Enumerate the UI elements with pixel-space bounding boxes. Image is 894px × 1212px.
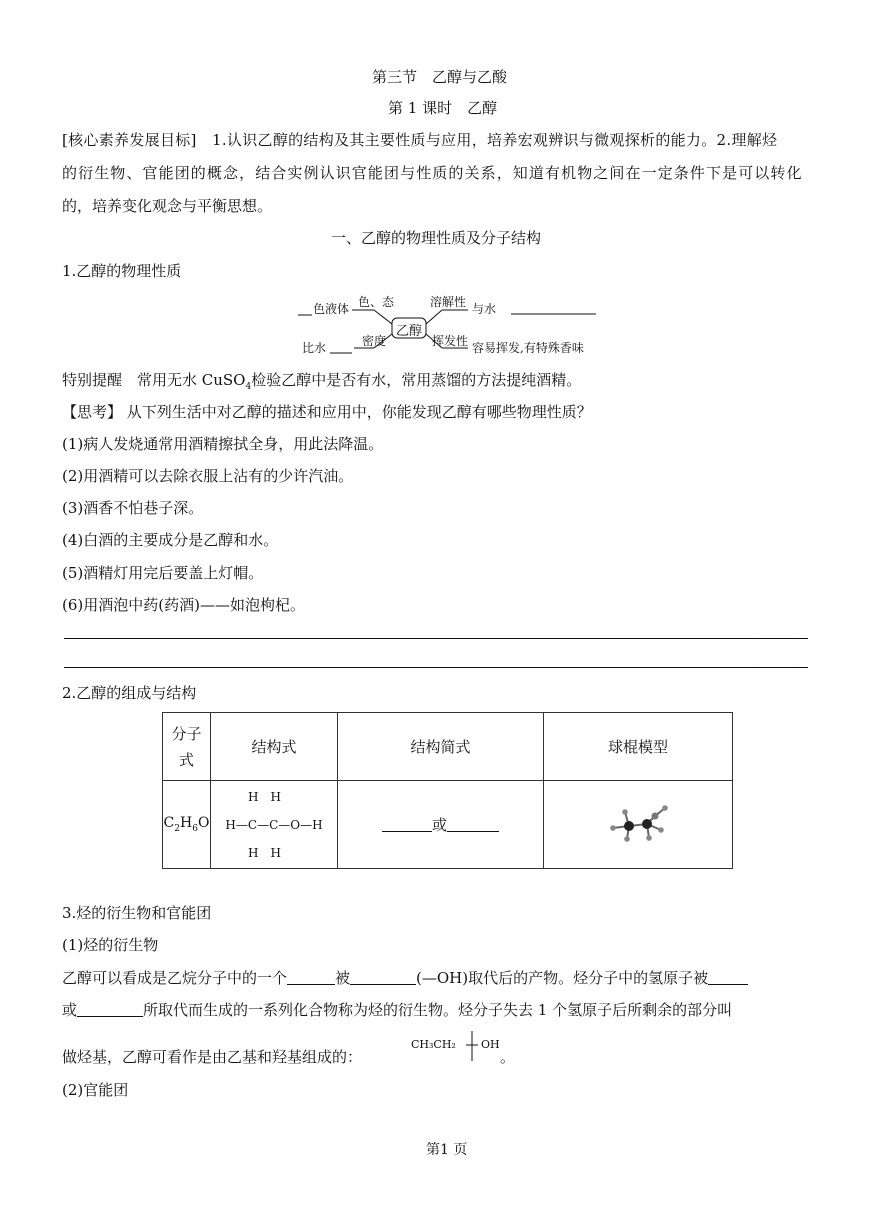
diagram-right-top-label: 溶解性: [430, 295, 467, 309]
blank-1[interactable]: [287, 970, 335, 985]
blank-2[interactable]: [350, 970, 416, 985]
think-question: [62, 401, 592, 422]
goals-line-3: 的，培养变化观念与平衡思想。: [62, 197, 273, 215]
think-text: 从下列生活中对乙醇的描述和应用中，你能发现乙醇有哪些物理性质？: [126, 403, 592, 421]
diagram-right-top-result: 与水: [472, 302, 497, 316]
bond-break-marker: [466, 1031, 478, 1061]
section-title: 第三节 乙醇与乙酸: [372, 68, 508, 86]
answer-line-1[interactable]: [64, 638, 808, 639]
paragraph-line-3-end: 。: [500, 1048, 516, 1066]
physical-property-diagram: [296, 290, 606, 358]
diagram-left-bottom-label: 密度: [362, 334, 387, 348]
think-item-2: (2)用酒精可以去除衣服上沾有的少许汽油。: [62, 467, 354, 485]
think-label: 【思考】: [62, 403, 123, 421]
special-tip-text-b: 检验乙醇中是否有水，常用蒸馏的方法提纯酒精。: [251, 371, 582, 389]
blank-3[interactable]: [708, 970, 748, 985]
diagram-right-bottom-label: 挥发性: [432, 334, 469, 348]
think-item-3: (3)酒香不怕巷子深。: [62, 499, 204, 517]
goals-line-2: 的衍生物、官能团的概念，结合实例认识官能团与性质的关系，知道有机物之间在一定条件下是可以转化: [62, 164, 803, 182]
paragraph-line-1: 乙醇可以看成是乙烷分子中的一个 被 (—OH)取代后的产物。烃分子中的氢原子被: [62, 967, 748, 988]
special-tip-text-a: 特别提醒 常用无水 CuSO: [62, 371, 246, 389]
table-header-formula: 分子 式: [163, 713, 211, 781]
subheading-structure: 2.乙醇的组成与结构: [62, 684, 197, 702]
simple-formula-blank-2[interactable]: [447, 817, 499, 832]
part1-heading: 一、乙醇的物理性质及分子结构: [331, 229, 542, 247]
structural-formula: H H H—C—C—O—H H H: [211, 781, 338, 869]
special-tip: [62, 369, 581, 392]
diagram-center: 乙醇: [396, 324, 423, 339]
answer-line-2[interactable]: [64, 667, 808, 668]
lesson-title: 第 1 课时 乙醇: [388, 99, 498, 117]
goals-line-1: [核心素养发展目标] 1.认识乙醇的结构及其主要性质与应用，培养宏观辨识与微观探析的能力。2.理解烃: [62, 131, 778, 149]
simple-formula-blank-1[interactable]: [382, 817, 432, 832]
simple-formula-blanks: 或: [338, 781, 544, 869]
structure-table: [162, 712, 733, 869]
page-number: 第1 页: [426, 1142, 468, 1158]
subheading-derivatives: 3.烃的衍生物和官能团: [62, 904, 212, 922]
think-item-1: (1)病人发烧通常用酒精擦拭全身，用此法降温。: [62, 435, 384, 453]
paragraph-line-2: 或 所取代而生成的一系列化合物称为烃的衍生物。烃分子失去 1 个氢原子后所剩余的部分叫: [62, 1001, 733, 1019]
diagram-left-bottom-result: 比水: [302, 341, 327, 355]
molecular-formula: $C_2H_6O$: [163, 781, 211, 869]
subheading-physical: 1.乙醇的物理性质: [62, 262, 182, 280]
ethyl-hydroxyl-formula: CH₃CH₂ OH: [411, 1030, 501, 1066]
special-tip-sub: 4: [245, 382, 252, 392]
diagram-left-top-label: 色、态: [358, 295, 395, 309]
think-item-6: (6)用酒泡中药(药酒)——如泡枸杞。: [62, 596, 305, 614]
ball-stick-model-image: [603, 798, 673, 848]
table-header-structural: 结构式: [211, 713, 338, 781]
diagram-right-bottom-result: 容易挥发,有特殊香味: [472, 341, 584, 355]
subheading-functional-groups: (2)官能团: [62, 1081, 129, 1099]
ball-stick-model: [544, 781, 733, 869]
table-header-simple: 结构简式: [338, 713, 544, 781]
diagram-left-top-result: 色液体: [313, 302, 350, 316]
table-header-model: 球棍模型: [544, 713, 733, 781]
subheading-derivatives-1: (1)烃的衍生物: [62, 936, 159, 954]
paragraph-line-3: 做烃基，乙醇可看作是由乙基和羟基组成的：: [62, 1048, 363, 1066]
think-item-5: (5)酒精灯用完后要盖上灯帽。: [62, 564, 264, 582]
think-item-4: (4)白酒的主要成分是乙醇和水。: [62, 531, 279, 549]
blank-4[interactable]: [77, 1002, 143, 1017]
